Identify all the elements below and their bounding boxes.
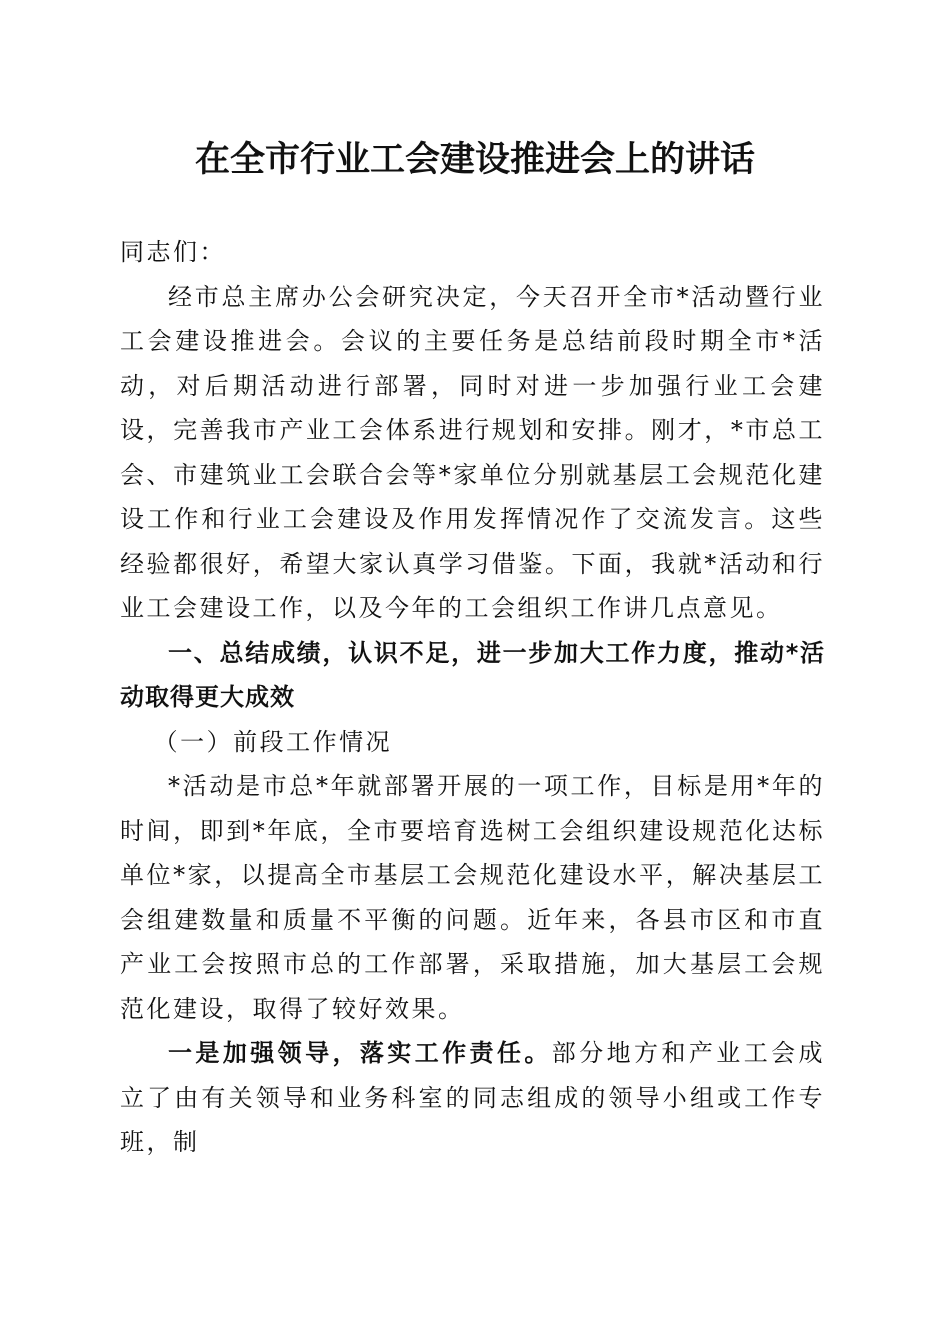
section-heading-1: 一、总结成绩，认识不足，进一步加大工作力度，推动*活动取得更大成效	[120, 638, 825, 711]
salutation: 同志们：	[120, 238, 226, 266]
point-one-lead: 一是加强领导，落实工作责任。	[168, 1038, 552, 1067]
point-one-text: 部分地方和产业工会成立了由有关领导和业务科室的同志组成的领导小组或工作专班，制	[120, 1039, 826, 1156]
subsection-heading-1: （一）前段工作情况	[153, 727, 393, 756]
paragraph-point-one	[120, 1031, 825, 1165]
document-body	[120, 230, 825, 1165]
paragraph-intro: 经市总主席办公会研究决定，今天召开全市*活动暨行业工会建设推进会。会议的主要任务是总结前段时期全市*活动，对后期活动进行部署，同时对进一步加强行业工会建设，完善我市产业工会体系进行规划和安排。刚才，*市总工会、市建筑业工会联合会等*家单位分别就基层工会规范化建设工作和行业工会建设及作用发挥情况作了交流发言。这些经验都很好，希望大家认真学习借鉴。下面，我就*活动和行业工会建设工作，以及今年的工会组织工作讲几点意见。	[120, 282, 825, 622]
paragraph-previous-work: *活动是市总*年就部署开展的一项工作，目标是用*年的时间，即到*年底，全市要培育选树工会组织建设规范化达标单位*家，以提高全市基层工会规范化建设水平，解决基层工会组建数量和质量不平衡的问题。近年来，各县市区和市直产业工会按照市总的工作部署，采取措施，加大基层工会规范化建设，取得了较好效果。	[120, 772, 825, 1023]
document-title: 在全市行业工会建设推进会上的讲话	[194, 140, 755, 180]
